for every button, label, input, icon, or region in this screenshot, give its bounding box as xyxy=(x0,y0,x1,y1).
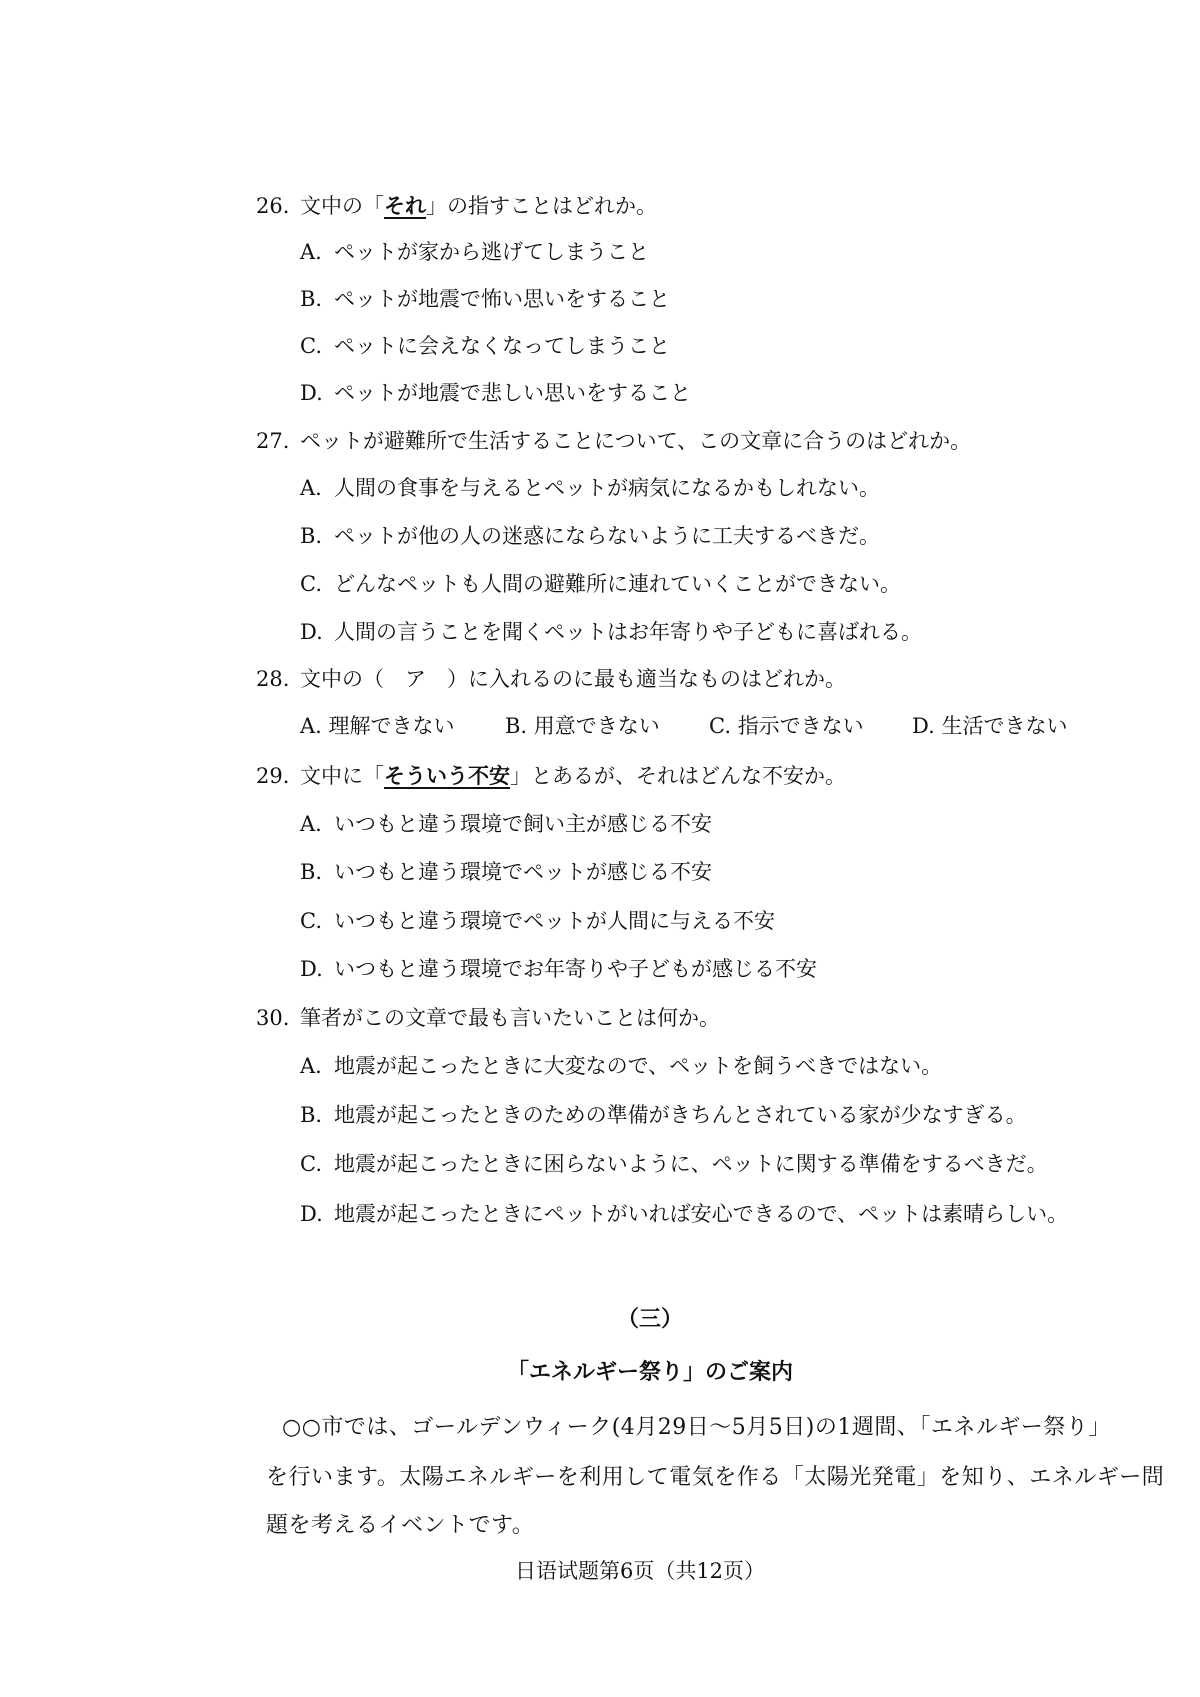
paragraph-line-2: を行います。太陽エネルギーを利用して電気を作る「太陽光発電」を知り、エネルギー問 xyxy=(266,1465,1165,1490)
option-26d: D. ペットが地震で悲しい思いをすること xyxy=(300,381,691,405)
option-28c: C. 指示できない xyxy=(709,714,864,738)
question-29 xyxy=(256,760,846,790)
option-29d: D. いつもと違う環境でお年寄りや子どもが感じる不安 xyxy=(300,957,817,981)
option-30c: C. 地震が起こったときに困らないように、ペットに関する準備をするべきだ。 xyxy=(300,1152,1048,1176)
question-text-pre: 文中に「 xyxy=(300,764,384,788)
option-27b: B. ペットが他の人の迷惑にならないように工夫するべきだ。 xyxy=(300,524,880,548)
paragraph-line-3: 題を考えるイベントです。 xyxy=(266,1513,535,1538)
section-heading: 「エネルギー祭り」のご案内 xyxy=(506,1359,793,1385)
question-number: 26. xyxy=(256,194,290,218)
question-30 xyxy=(256,1002,720,1032)
question-27 xyxy=(256,425,971,455)
option-26b: B. ペットが地震で怖い思いをすること xyxy=(300,287,670,311)
question-text: 筆者がこの文章で最も言いたいことは何か。 xyxy=(300,1006,720,1030)
question-number: 30. xyxy=(256,1006,290,1030)
option-30b: B. 地震が起こったときのための準備がきちんとされている家が少なすぎる。 xyxy=(300,1103,1027,1127)
option-29a: A. いつもと違う環境で飼い主が感じる不安 xyxy=(300,812,712,836)
section-number: （三） xyxy=(616,1306,683,1332)
question-number: 29. xyxy=(256,764,290,788)
question-text: ペットが避難所で生活することについて、この文章に合うのはどれか。 xyxy=(300,429,972,453)
question-28 xyxy=(256,663,846,693)
option-27a: A. 人間の食事を与えるとペットが病気になるかもしれない。 xyxy=(300,476,880,500)
option-27d: D. 人間の言うことを聞くペットはお年寄りや子どもに喜ばれる。 xyxy=(300,620,922,644)
underlined-phrase: そういう不安 xyxy=(384,763,510,788)
option-29c: C. いつもと違う環境でペットが人間に与える不安 xyxy=(300,909,775,933)
underlined-phrase: それ xyxy=(384,193,426,218)
question-number: 27. xyxy=(256,429,290,453)
option-28a: A. 理解できない xyxy=(300,714,455,738)
option-26a: A. ペットが家から逃げてしまうこと xyxy=(300,240,649,264)
paragraph-line-1: ○○市では、ゴールデンウィーク(4月29日～5月5日)の1週間、「エネルギー祭り」 xyxy=(282,1415,1111,1440)
question-26 xyxy=(256,190,657,220)
option-29b: B. いつもと違う環境でペットが感じる不安 xyxy=(300,860,712,884)
option-27c: C. どんなペットも人間の避難所に連れていくことができない。 xyxy=(300,572,901,596)
question-text-post: 」の指すことはどれか。 xyxy=(426,194,657,218)
question-text-post: 」とあるが、それはどんな不安か。 xyxy=(510,764,846,788)
option-28d: D. 生活できない xyxy=(912,714,1068,738)
question-text-pre: 文中の「 xyxy=(300,194,384,218)
option-30d: D. 地震が起こったときにペットがいれば安心できるので、ペットは素晴らしい。 xyxy=(300,1202,1069,1226)
option-28b: B. 用意できない xyxy=(505,714,660,738)
option-30a: A. 地震が起こったときに大変なので、ペットを飼うべきではない。 xyxy=(300,1054,943,1078)
question-text: 文中の（ ア ）に入れるのに最も適当なものはどれか。 xyxy=(300,667,846,691)
option-26c: C. ペットに会えなくなってしまうこと xyxy=(300,334,670,358)
question-number: 28. xyxy=(256,667,290,691)
page-footer: 日语试题第6页（共12页） xyxy=(514,1559,766,1583)
